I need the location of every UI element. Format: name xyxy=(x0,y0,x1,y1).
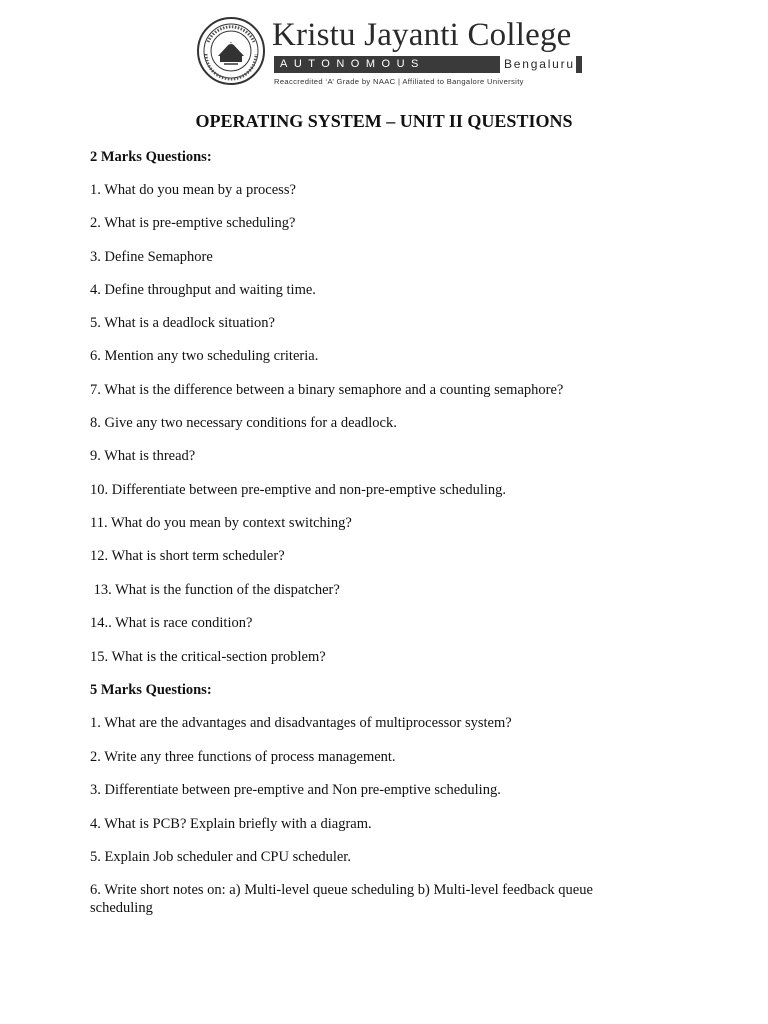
question-item: 4. What is PCB? Explain briefly with a diagram. xyxy=(90,816,372,832)
question-item: 15. What is the critical-section problem? xyxy=(90,649,326,665)
question-item: 11. What do you mean by context switching? xyxy=(90,515,352,531)
autonomous-label: AUTONOMOUS xyxy=(274,56,500,73)
question-item: 12. What is short term scheduler? xyxy=(90,548,285,564)
question-item: 1. What do you mean by a process? xyxy=(90,182,296,198)
question-item: 3. Define Semaphore xyxy=(90,249,213,265)
college-seal-logo xyxy=(196,16,266,86)
city-divider xyxy=(576,56,582,73)
accreditation-line: Reaccredited ‘A’ Grade by NAAC | Affiliated to Bangalore University xyxy=(274,77,524,86)
question-item: 8. Give any two necessary conditions for a deadlock. xyxy=(90,415,397,431)
question-item: 1. What are the advantages and disadvantages of multiprocessor system? xyxy=(90,715,512,731)
section-heading-2-marks: 2 Marks Questions: xyxy=(90,149,212,165)
question-item: 5. Explain Job scheduler and CPU scheduler. xyxy=(90,849,351,865)
question-item: 10. Differentiate between pre-emptive and non-pre-emptive scheduling. xyxy=(90,482,507,498)
question-item: 4. Define throughput and waiting time. xyxy=(90,282,316,298)
document-title: OPERATING SYSTEM – UNIT II QUESTIONS xyxy=(195,111,573,131)
question-item: 14.. What is race condition? xyxy=(90,615,253,631)
question-item: 3. Differentiate between pre-emptive and Non pre-emptive scheduling. xyxy=(90,782,501,798)
college-name: Kristu Jayanti College xyxy=(272,17,572,53)
college-header xyxy=(196,14,588,92)
question-item: 6. Write short notes on: a) Multi-level queue scheduling b) Multi-level feedback queue scheduling xyxy=(90,882,593,916)
question-item: 2. Write any three functions of process management. xyxy=(90,749,396,765)
question-item: 7. What is the difference between a binary semaphore and a counting semaphore? xyxy=(90,382,564,398)
question-item: 9. What is thread? xyxy=(90,448,196,464)
city-label: Bengaluru xyxy=(504,57,575,71)
question-item: 13. What is the function of the dispatcher? xyxy=(90,582,340,598)
question-item: 2. What is pre-emptive scheduling? xyxy=(90,215,296,231)
question-item: 5. What is a deadlock situation? xyxy=(90,315,275,331)
section-heading-5-marks: 5 Marks Questions: xyxy=(90,682,212,698)
question-item: 6. Mention any two scheduling criteria. xyxy=(90,348,319,364)
